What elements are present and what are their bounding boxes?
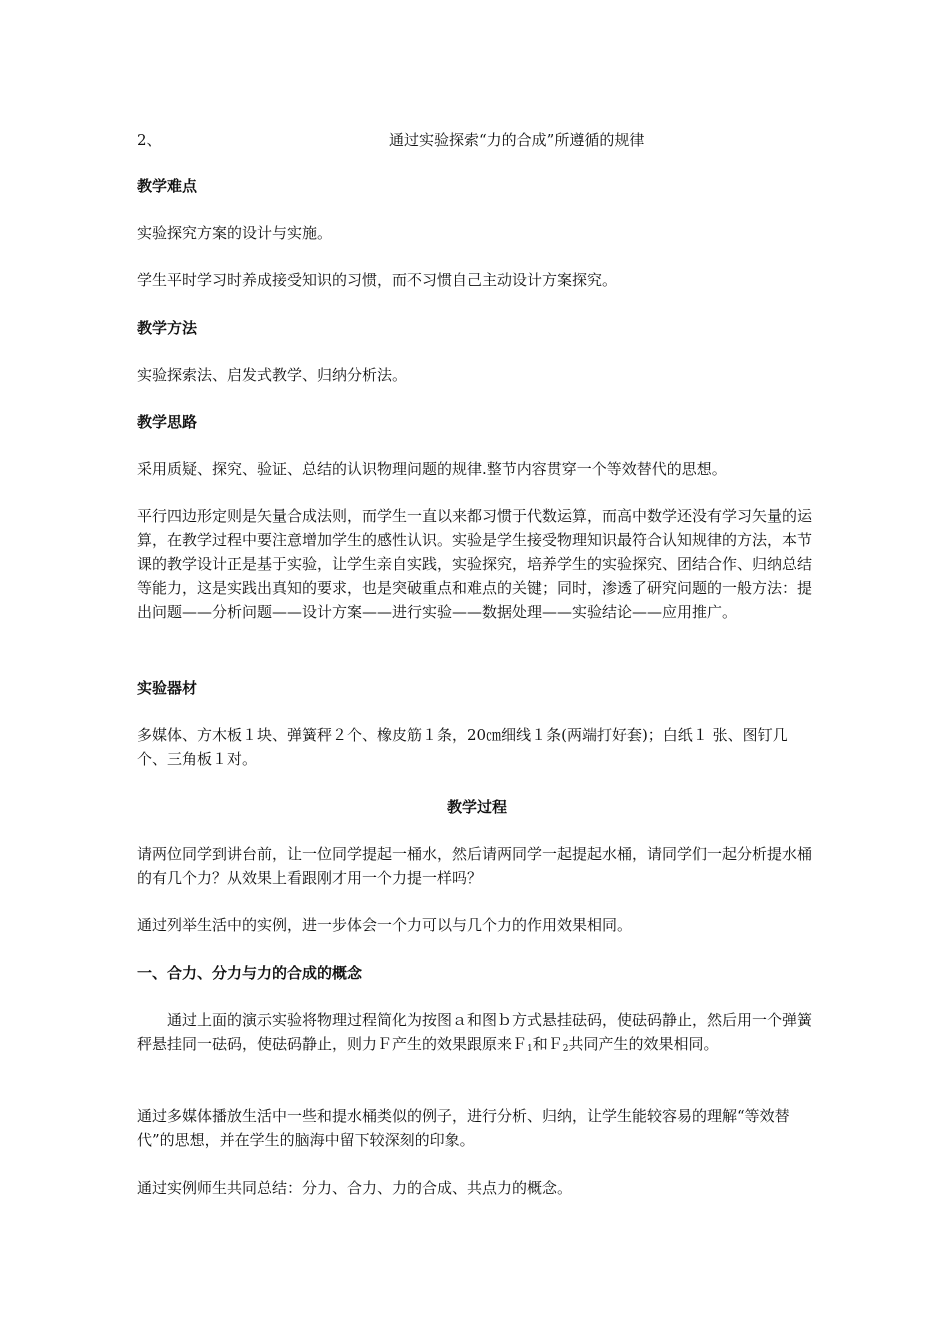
difficulty-heading: 教学难点 (137, 177, 198, 195)
section-1-paragraph-1 (137, 1008, 817, 1061)
method-heading: 教学方法 (137, 319, 198, 337)
objective-item-2 (137, 128, 817, 152)
objective-text: 通过实验探索“力的合成”所遵循的规律 (389, 131, 645, 149)
list-number: 2、 (137, 131, 162, 149)
section-1-paragraph-3: 通过实例师生共同总结：分力、合力、力的合成、共点力的概念。 (137, 1179, 573, 1197)
difficulty-line-2: 学生平时学习时养成接受知识的习惯，而不习惯自己主动设计方案探究。 (137, 271, 618, 289)
para-text-b: 和Ｆ (532, 1035, 563, 1053)
approach-paragraph-2: 平行四边形定则是矢量合成法则，而学生一直以来都习惯于代数运算，而高中数学还没有学习矢量的运算，在教学过程中要注意增加学生的感性认识。实验是学生接受物理知识最符合认知规律的方法，本节课的教学设计正是基于实验，让学生亲自实践，实验探究，培养学生的实验探究、团结合作、归纳总结等能力，这是实践出真知的要求，也是突破重点和难点的关键；同时，渗透了研究问题的一般方法：提出问题——分析问题——设计方案——进行实验——数据处理——实验结论——应用推广。 (137, 507, 813, 621)
process-heading: 教学过程 (446, 798, 507, 816)
section-1-heading: 一、合力、分力与力的合成的概念 (137, 964, 363, 982)
approach-paragraph-1: 采用质疑、探究、验证、总结的认识物理问题的规律.整节内容贯穿一个等效替代的思想。 (137, 460, 727, 478)
equipment-heading: 实验器材 (137, 679, 198, 697)
para-text-c: 共同产生的效果相同。 (568, 1035, 719, 1053)
para-text-a: 通过上面的演示实验将物理过程简化为按图ａ和图ｂ方式悬挂砝码，使砝码静止，然后用一个弹簧秤悬挂同一砝码，使砝码静止，则力Ｆ产生的效果跟原来Ｆ (137, 1011, 813, 1053)
subscript-2: 2 (562, 1044, 569, 1054)
process-paragraph-2: 通过列举生活中的实例，进一步体会一个力可以与几个力的作用效果相同。 (137, 916, 633, 934)
equipment-text: 多媒体、方木板１块、弹簧秤２个、橡皮筋１条，20㎝细线１条(两端打好套)；白纸１ 张、图钉几个、三角板１对。 (137, 726, 788, 768)
method-text: 实验探索法、启发式教学、归纳分析法。 (137, 366, 408, 384)
difficulty-line-1: 实验探究方案的设计与实施。 (137, 224, 333, 242)
approach-heading: 教学思路 (137, 413, 198, 431)
section-1-paragraph-2: 通过多媒体播放生活中一些和提水桶类似的例子，进行分析、归纳，让学生能较容易的理解“等效替代”的思想，并在学生的脑海中留下较深刻的印象。 (137, 1107, 790, 1149)
subscript-1: 1 (527, 1044, 533, 1054)
process-paragraph-1: 请两位同学到讲台前，让一位同学提起一桶水，然后请两同学一起提起水桶，请同学们一起分析提水桶的有几个力？从效果上看跟刚才用一个力提一样吗？ (137, 845, 813, 887)
